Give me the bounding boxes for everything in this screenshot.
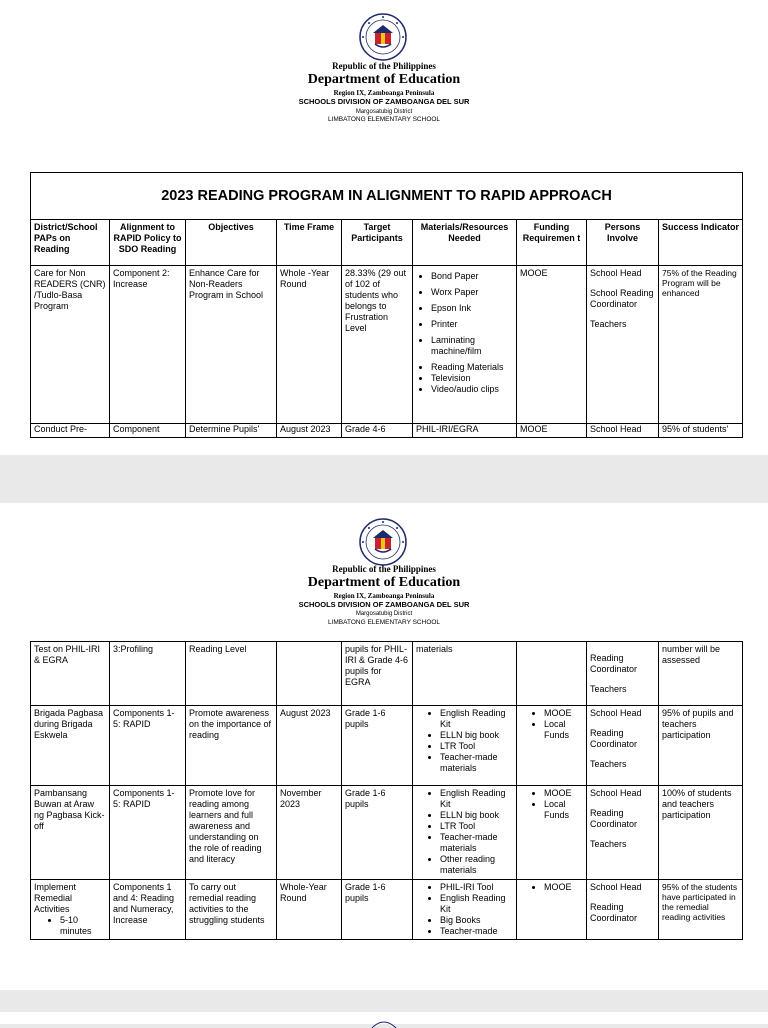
objectives-cell: Promote love for reading among learners and full awareness and understanding on the role of reading and literacy <box>186 786 277 880</box>
department-line: Department of Education <box>307 72 461 87</box>
funding-cell <box>517 642 587 706</box>
deped-seal-icon <box>359 518 407 566</box>
table-row <box>31 424 743 438</box>
materials-cell: PHIL-IRI/EGRA <box>413 424 517 438</box>
persons-cell <box>587 266 659 424</box>
header-row <box>31 220 743 266</box>
materials-cell: materials <box>413 642 517 706</box>
list-item: • Television <box>431 373 513 384</box>
person-line: Teachers <box>590 839 627 849</box>
table-row <box>31 786 743 880</box>
success-cell: 95% of the students have participated in the remedial reading activities <box>659 880 743 940</box>
funding-cell <box>517 880 587 940</box>
target-cell: Grade 1-6 pupils <box>342 786 413 880</box>
alignment-cell: Component <box>110 424 186 438</box>
persons-cell <box>587 642 659 706</box>
persons-cell <box>587 706 659 786</box>
list-item: • English Reading Kit <box>440 788 513 810</box>
table-row <box>31 880 743 940</box>
materials-cell <box>413 706 517 786</box>
table-title: 2023 READING PROGRAM IN ALIGNMENT TO RAPID APPROACH <box>31 173 743 220</box>
funding-cell: MOOE <box>517 424 587 438</box>
column-header: Materials/Resources Needed <box>413 220 517 266</box>
pap-cell: Care for Non READERS (CNR) /Tudlo-Basa Program <box>31 266 110 424</box>
region-line: Region IX, Zamboanga Peninsula <box>333 592 435 600</box>
list-item: • Teacher-made <box>440 926 513 937</box>
persons-cell: School Head <box>587 424 659 438</box>
region-line: Region IX, Zamboanga Peninsula <box>333 89 435 97</box>
pap-cell: Pambansang Buwan at Araw ng Pagbasa Kick-off <box>31 786 110 880</box>
list-item: • Video/audio clips <box>431 384 513 395</box>
document-page-2 <box>0 503 768 990</box>
pap-cell <box>31 880 110 940</box>
person-line: School Head <box>590 882 642 892</box>
table-row <box>31 706 743 786</box>
list-item: • Bond Paper <box>431 271 513 282</box>
success-cell: 100% of students and teachers participation <box>659 786 743 880</box>
list-item: • Other reading materials <box>440 854 513 876</box>
reading-program-table <box>30 172 743 438</box>
person-line: School Head <box>590 708 642 718</box>
reading-program-table-continued <box>30 641 743 940</box>
department-line: Department of Education <box>307 575 461 590</box>
deped-seal-icon <box>371 1020 397 1028</box>
list-item: • PHIL-IRI Tool <box>440 882 513 893</box>
time-frame-cell: November 2023 <box>277 786 342 880</box>
column-header: Persons Involve <box>587 220 659 266</box>
funding-cell <box>517 786 587 880</box>
person-line: Teachers <box>590 684 627 694</box>
alignment-cell: Component 2: Increase <box>110 266 186 424</box>
target-cell: Grade 1-6 pupils <box>342 880 413 940</box>
column-header: Target Participants <box>342 220 413 266</box>
column-header: District/School PAPs on Reading <box>31 220 110 266</box>
time-frame-cell: August 2023 <box>277 706 342 786</box>
alignment-cell: 3:Profiling <box>110 642 186 706</box>
list-item: • LTR Tool <box>440 821 513 832</box>
deped-seal-icon <box>359 13 407 61</box>
district-line: Margosatubig District <box>355 611 413 617</box>
list-item: • Teacher-made materials <box>440 752 513 774</box>
title-row <box>31 173 743 220</box>
list-item: • Worx Paper <box>431 287 513 298</box>
list-item: • Teacher-made materials <box>440 832 513 854</box>
objectives-cell: To carry out remedial reading activities to the struggling students <box>186 880 277 940</box>
persons-cell <box>587 880 659 940</box>
person-line: Reading Coordinator <box>590 808 638 829</box>
document-page-3 <box>0 1012 768 1024</box>
list-item: • Reading Materials <box>431 362 513 373</box>
pap-cell: Test on PHIL-IRI & EGRA <box>31 642 110 706</box>
column-header: Alignment to RAPID Policy to SDO Reading <box>110 220 186 266</box>
republic-line: Republic of the Philippines <box>332 564 436 574</box>
objectives-cell: Determine Pupils' <box>186 424 277 438</box>
objectives-cell: Promote awareness on the importance of reading <box>186 706 277 786</box>
list-item: • English Reading Kit <box>440 893 513 915</box>
target-cell: pupils for PHIL-IRI & Grade 4-6 pupils for EGRA <box>342 642 413 706</box>
list-item: • ELLN big book <box>440 730 513 741</box>
success-cell: 95% of pupils and teachers participation <box>659 706 743 786</box>
list-item: • Epson Ink <box>431 303 513 314</box>
list-item: • Local Funds <box>544 799 583 821</box>
funding-cell: MOOE <box>517 266 587 424</box>
division-line: SCHOOLS DIVISION OF ZAMBOANGA DEL SUR <box>298 600 470 609</box>
time-frame-cell: Whole-Year Round <box>277 880 342 940</box>
persons-cell <box>587 786 659 880</box>
column-header: Success Indicator <box>659 220 743 266</box>
time-frame-cell: August 2023 <box>277 424 342 438</box>
list-item: • Laminating machine/film <box>431 335 513 357</box>
person-line: School Head <box>590 268 642 278</box>
pap-text: Implement Remedial Activities <box>34 882 77 914</box>
column-header: Funding Requiremen t <box>517 220 587 266</box>
column-header: Time Frame <box>277 220 342 266</box>
target-cell: Grade 1-6 pupils <box>342 706 413 786</box>
objectives-cell: Enhance Care for Non-Readers Program in School <box>186 266 277 424</box>
column-header: Objectives <box>186 220 277 266</box>
person-line: Reading Coordinator <box>590 902 638 923</box>
target-cell: Grade 4-6 <box>342 424 413 438</box>
success-cell: 75% of the Reading Program will be enhanced <box>659 266 743 424</box>
person-line: School Reading Coordinator <box>590 288 654 309</box>
list-item: • 5-10 minutes <box>60 915 106 937</box>
list-item: • English Reading Kit <box>440 708 513 730</box>
objectives-cell: Reading Level <box>186 642 277 706</box>
target-cell: 28.33% (29 out of 102 of students who belongs to Frustration Level <box>342 266 413 424</box>
person-line: Reading Coordinator <box>590 728 638 749</box>
materials-cell <box>413 786 517 880</box>
list-item: • ELLN big book <box>440 810 513 821</box>
list-item: • Local Funds <box>544 719 583 741</box>
person-line: Teachers <box>590 759 627 769</box>
time-frame-cell: Whole -Year Round <box>277 266 342 424</box>
school-line: LIMBATONG ELEMENTARY SCHOOL <box>327 116 441 123</box>
republic-line: Republic of the Philippines <box>332 61 436 71</box>
table-row <box>31 642 743 706</box>
pap-cell: Brigada Pagbasa during Brigada Eskwela <box>31 706 110 786</box>
document-page-1 <box>0 0 768 455</box>
success-cell: 95% of students' <box>659 424 743 438</box>
list-item: • MOOE <box>544 708 583 719</box>
alignment-cell: Components 1-5: RAPID <box>110 706 186 786</box>
list-item: • MOOE <box>544 882 583 893</box>
list-item: • Printer <box>431 319 513 330</box>
list-item: • LTR Tool <box>440 741 513 752</box>
division-line: SCHOOLS DIVISION OF ZAMBOANGA DEL SUR <box>298 97 470 106</box>
person-line: School Head <box>590 788 642 798</box>
school-line: LIMBATONG ELEMENTARY SCHOOL <box>327 619 441 626</box>
list-item: • Big Books <box>440 915 513 926</box>
pap-cell: Conduct Pre- <box>31 424 110 438</box>
success-cell: number will be assessed <box>659 642 743 706</box>
funding-cell <box>517 706 587 786</box>
person-line: Reading Coordinator <box>590 653 638 674</box>
list-item: • MOOE <box>544 788 583 799</box>
time-frame-cell <box>277 642 342 706</box>
materials-cell <box>413 266 517 424</box>
alignment-cell: Components 1 and 4: Reading and Numeracy, Increase <box>110 880 186 940</box>
person-line: Teachers <box>590 319 627 329</box>
district-line: Margosatubig District <box>355 109 413 115</box>
materials-cell <box>413 880 517 940</box>
table-row <box>31 266 743 424</box>
alignment-cell: Components 1-5: RAPID <box>110 786 186 880</box>
